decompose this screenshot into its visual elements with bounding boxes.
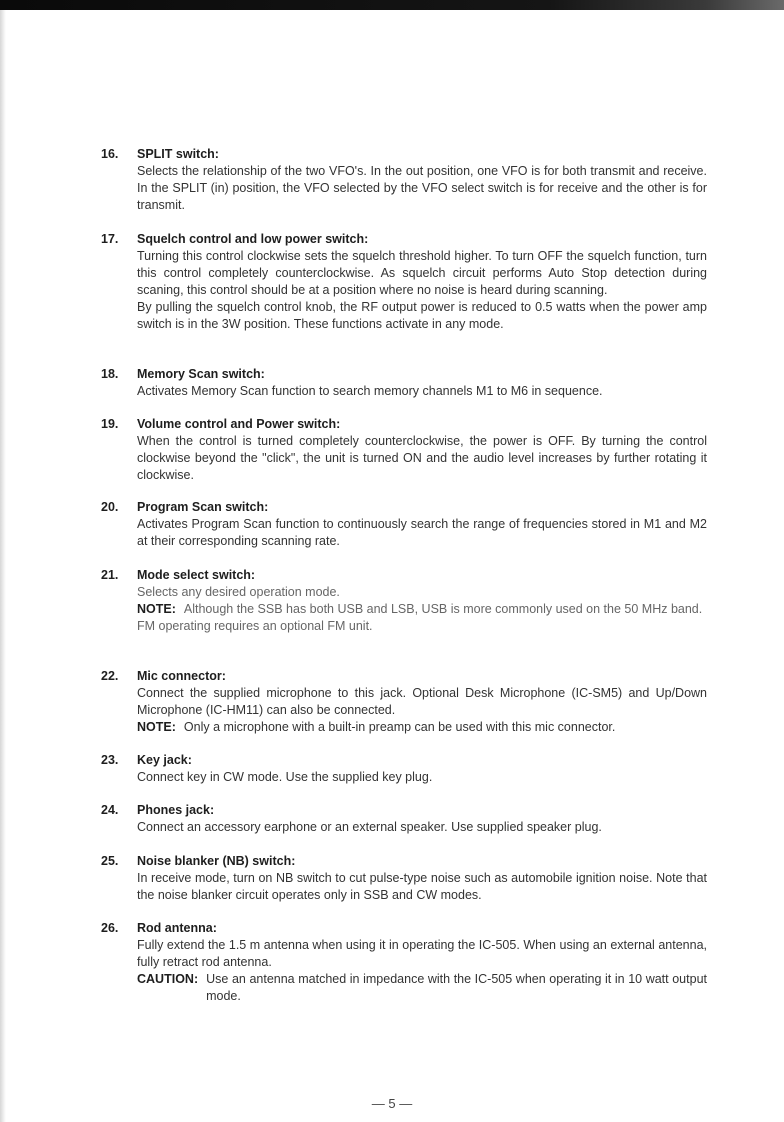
item-title: Memory Scan switch:: [137, 367, 265, 381]
item-body: [137, 516, 707, 550]
item-number: 19.: [101, 417, 119, 431]
item-title: SPLIT switch:: [137, 147, 219, 161]
note: [137, 719, 707, 736]
item-body: [137, 769, 707, 786]
item-text: Connect the supplied microphone to this jack. Optional Desk Microphone (IC-SM5) and Up/Down Microphone (IC-HM11) can also be connected.: [137, 686, 707, 717]
item-body: [137, 248, 707, 333]
item-text: Fully extend the 1.5 m antenna when using it in operating the IC-505. When using an external antenna, fully retract rod antenna.: [137, 938, 707, 969]
item-number: 26.: [101, 921, 119, 935]
note: [137, 601, 707, 618]
item-number: 20.: [101, 500, 119, 514]
item-title: Phones jack:: [137, 803, 215, 817]
item-title: Mic connector:: [137, 669, 226, 683]
item-number: 25.: [101, 854, 119, 868]
item-text-2: By pulling the squelch control knob, the RF output power is reduced to 0.5 watts when the power amp switch is in the 3W position. These functions activate in any mode.: [137, 300, 707, 331]
item-number: 22.: [101, 669, 119, 683]
note-text: Only a microphone with a built-in preamp can be used with this mic connector.: [183, 720, 616, 734]
item-text: When the control is turned completely counterclockwise, the power is OFF. By turning the control clockwise beyond the "click", the unit is turned ON and the audio level increases by further rotating it clockwise.: [137, 434, 707, 482]
item-body: [137, 685, 707, 736]
item-body: [137, 937, 707, 1005]
item-title: Key jack:: [137, 753, 192, 767]
item-text: In receive mode, turn on NB switch to cut pulse-type noise such as automobile ignition noise. Note that the noise blanker circuit operates only in SSB and CW modes.: [137, 871, 707, 902]
item-title: Rod antenna:: [137, 921, 217, 935]
item-number: 16.: [101, 147, 119, 161]
note-label: NOTE:: [137, 602, 176, 616]
note-label: NOTE:: [137, 720, 176, 734]
scan-top-border: [0, 0, 784, 10]
item-text: Activates Program Scan function to continuously search the range of frequencies stored in M1 and M2 at their corresponding scanning rate.: [137, 517, 707, 548]
item-title: Noise blanker (NB) switch:: [137, 854, 296, 868]
item-text: Selects the relationship of the two VFO's. In the out position, one VFO is for both transmit and receive. In the SPLIT (in) position, the VFO selected by the VFO select switch is for receive and the other is for transmit.: [137, 164, 707, 212]
caution-label: CAUTION:: [137, 972, 199, 986]
caution-note: [137, 971, 707, 1005]
item-number: 23.: [101, 753, 119, 767]
item-text: Connect key in CW mode. Use the supplied key plug.: [137, 770, 433, 784]
item-body: [137, 163, 707, 214]
caution-text: Use an antenna matched in impedance with the IC-505 when operating it in 10 watt output mode.: [206, 972, 707, 1003]
scan-left-edge: [0, 10, 6, 1122]
item-title: Squelch control and low power switch:: [137, 232, 369, 246]
item-text: Activates Memory Scan function to search memory channels M1 to M6 in sequence.: [137, 384, 603, 398]
item-title: Program Scan switch:: [137, 500, 269, 514]
item-title: Volume control and Power switch:: [137, 417, 341, 431]
item-number: 24.: [101, 803, 119, 817]
item-body: [137, 819, 707, 836]
item-body: [137, 433, 707, 484]
item-text: Selects any desired operation mode.: [137, 585, 340, 599]
item-number: 21.: [101, 568, 119, 582]
page-number: — 5 —: [371, 1096, 413, 1111]
item-text: Connect an accessory earphone or an external speaker. Use supplied speaker plug.: [137, 820, 602, 834]
item-text: Turning this control clockwise sets the squelch threshold higher. To turn OFF the squelch function, turn this control completely counterclockwise. As squelch circuit performs Auto Stop detection during scaning, this control should be at a position where no noise is heard during scanning.: [137, 249, 707, 297]
item-number: 18.: [101, 367, 119, 381]
item-body: [137, 383, 707, 400]
item-title: Mode select switch:: [137, 568, 256, 582]
item-body: [137, 584, 707, 635]
note-text: Although the SSB has both USB and LSB, USB is more commonly used on the 50 MHz band.: [183, 602, 703, 616]
item-number: 17.: [101, 232, 119, 246]
item-body: [137, 870, 707, 904]
item-text-2: FM operating requires an optional FM unit.: [137, 619, 373, 633]
